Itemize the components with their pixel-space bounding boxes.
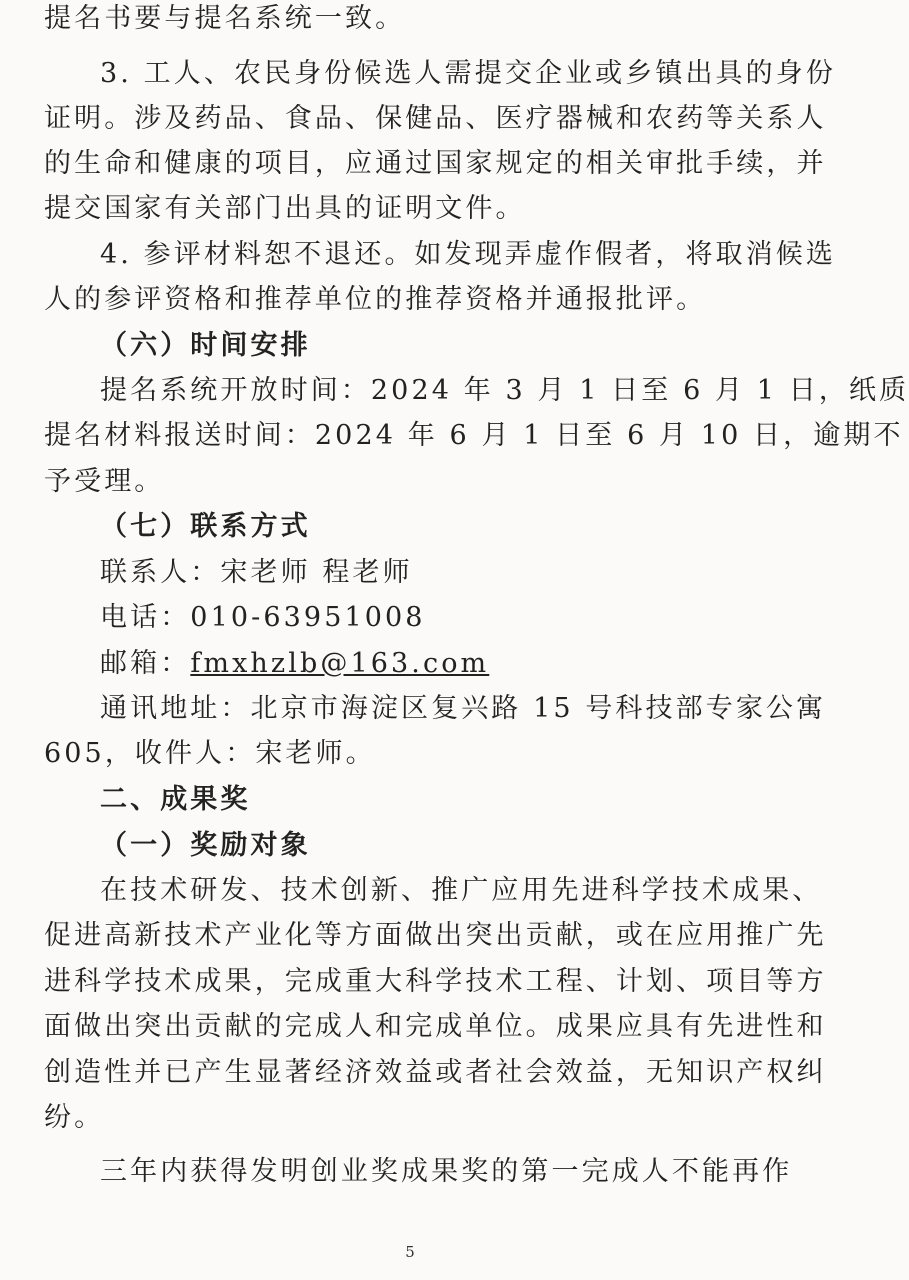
text-line: 创造性并已产生显著经济效益或者社会效益，无知识产权纠 <box>44 1057 827 1088</box>
text-line: 予受理。 <box>44 466 165 497</box>
contact-phone: 电话：010-63951008 <box>100 602 426 633</box>
section-heading: （七）联系方式 <box>100 511 311 542</box>
text-line: 促进高新技术产业化等方面做出突出贡献，或在应用推广先 <box>44 920 827 951</box>
text-line: 提交国家有关部门出具的证明文件。 <box>44 193 526 224</box>
text-line: 提名系统开放时间：2024 年 3 月 1 日至 6 月 1 日，纸质 <box>100 375 909 406</box>
email-label: 邮箱： <box>100 648 191 679</box>
contact-email-row <box>100 647 489 681</box>
section-heading: （六）时间安排 <box>100 330 311 361</box>
chapter-heading: 二、成果奖 <box>100 784 251 815</box>
text-line: 的生命和健康的项目，应通过国家规定的相关审批手续，并 <box>44 148 827 179</box>
text-line: 4. 参评材料恕不退还。如发现弄虚作假者，将取消候选 <box>100 239 836 270</box>
contact-person: 联系人：宋老师 程老师 <box>100 557 413 588</box>
email-link[interactable]: fmxhzlb@163.com <box>190 648 490 679</box>
text-line: 3. 工人、农民身份候选人需提交企业或乡镇出具的身份 <box>100 58 836 89</box>
contact-address: 通讯地址：北京市海淀区复兴路 15 号科技部专家公寓 <box>100 693 827 724</box>
page-number: 5 <box>405 1243 415 1261</box>
text-line: 在技术研发、技术创新、推广应用先进科学技术成果、 <box>100 875 823 906</box>
text-line: 提名书要与提名系统一致。 <box>44 3 406 34</box>
text-line: 605，收件人：宋老师。 <box>44 738 376 769</box>
text-line: 人的参评资格和推荐单位的推荐资格并通报批评。 <box>44 284 707 315</box>
text-line: 纷。 <box>44 1102 105 1133</box>
text-line: 面做出突出贡献的完成人和完成单位。成果应具有先进性和 <box>44 1011 827 1042</box>
section-heading: （一）奖励对象 <box>100 830 311 861</box>
text-line: 提名材料报送时间：2024 年 6 月 1 日至 6 月 10 日，逾期不 <box>44 420 904 451</box>
text-line: 进科学技术成果，完成重大科学技术工程、计划、项目等方 <box>44 966 827 997</box>
text-line: 三年内获得发明创业奖成果奖的第一完成人不能再作 <box>100 1156 793 1187</box>
text-line: 证明。涉及药品、食品、保健品、医疗器械和农药等关系人 <box>44 103 827 134</box>
